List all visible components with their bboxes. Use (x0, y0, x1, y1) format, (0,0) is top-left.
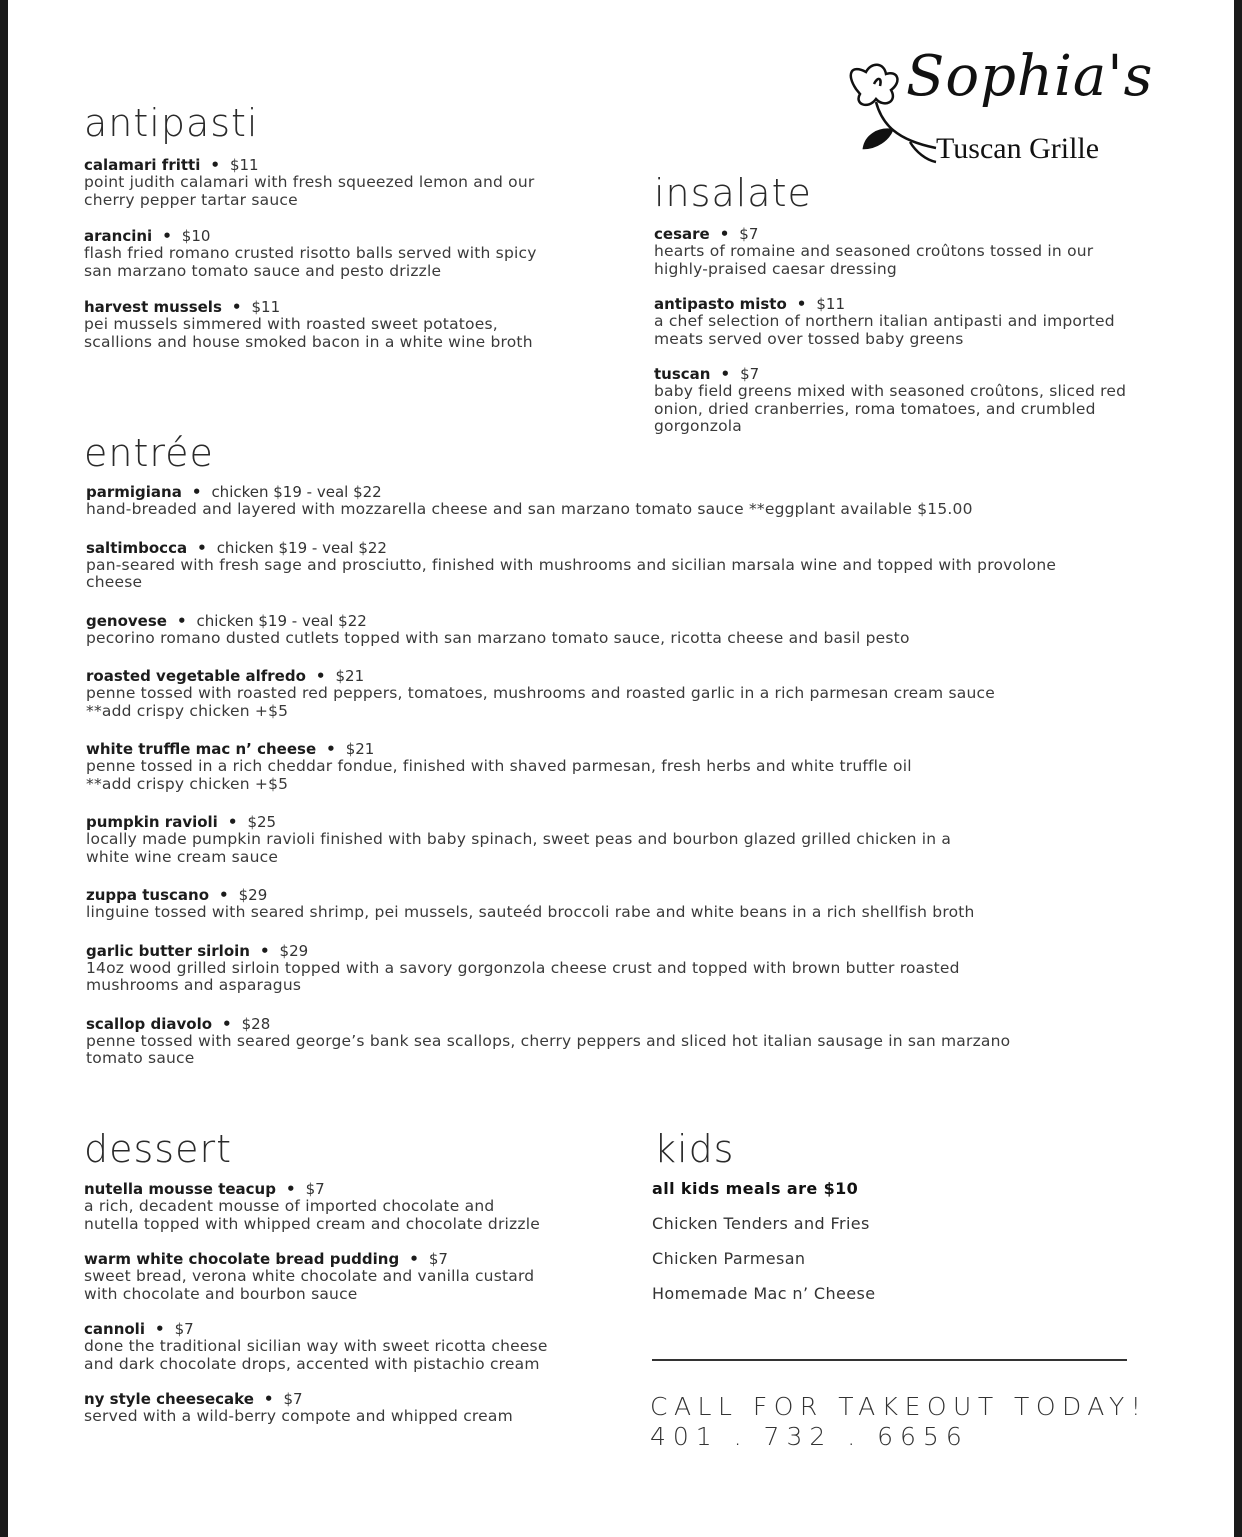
menu-item-header (86, 740, 1206, 758)
menu-item (86, 1015, 1206, 1068)
entree-list (86, 483, 1206, 1088)
menu-item-price: $21 (345, 740, 375, 758)
menu-item-name: ny style cheesecake (84, 1390, 254, 1408)
bullet-separator: • (210, 156, 220, 174)
bullet-separator: • (227, 813, 238, 831)
menu-item-description: penne tossed with roasted red peppers, tomatoes, mushrooms and roasted garlic in a rich parmesan cream sauce **add crispy chicken +$5 (86, 684, 995, 720)
dessert-list (84, 1180, 644, 1443)
restaurant-logo (836, 44, 1156, 170)
menu-page (8, 0, 1234, 1537)
menu-item-name: pumpkin ravioli (86, 813, 218, 831)
menu-item-price: $7 (739, 225, 759, 243)
bullet-separator: • (259, 941, 270, 960)
menu-item-price: $7 (305, 1180, 325, 1198)
menu-item-price: chicken $19 - veal $22 (211, 483, 382, 501)
bullet-separator: • (326, 740, 336, 758)
menu-item (86, 539, 1206, 592)
menu-item-price: chicken $19 - veal $22 (216, 538, 387, 557)
menu-item (86, 813, 1206, 866)
menu-item-description: pecorino romano dusted cutlets topped with san marzano tomato sauce, ricotta cheese and basil pesto (86, 628, 910, 647)
insalate-heading: insalate (654, 171, 812, 215)
menu-item-header (654, 365, 1214, 383)
logo-tagline: Tuscan Grille (936, 132, 1100, 165)
dessert-heading: dessert (84, 1127, 232, 1171)
menu-item-name: arancini (84, 227, 153, 245)
takeout-headline: CALL FOR TAKEOUT TODAY! (650, 1392, 1148, 1421)
menu-item-price: $7 (283, 1390, 303, 1408)
menu-item-name: scallop diavolo (86, 1014, 213, 1033)
menu-item-price: $7 (428, 1250, 448, 1268)
menu-item-name: zuppa tuscano (86, 886, 210, 904)
menu-item-description: 14oz wood grilled sirloin topped with a savory gorgonzola cheese crust and topped with brown butter roasted mushrooms and asparagus (86, 958, 960, 994)
menu-item-name: cesare (654, 225, 710, 243)
menu-item-name: genovese (86, 611, 167, 630)
menu-item-header (86, 483, 1206, 501)
menu-item-name: parmigiana (86, 483, 182, 501)
menu-item-price: $7 (740, 365, 760, 383)
menu-item-description: served with a wild-berry compote and whipped cream (84, 1407, 513, 1425)
menu-item-header (86, 667, 1206, 685)
menu-item-header (84, 1320, 644, 1338)
menu-item-name: roasted vegetable alfredo (86, 667, 306, 685)
bullet-separator: • (222, 1014, 232, 1033)
menu-item-description: done the traditional sicilian way with sweet ricotta cheese and dark chocolate drops, accented with pistachio cream (84, 1337, 548, 1373)
menu-item-header (86, 612, 1206, 630)
menu-item-price: $29 (238, 886, 268, 904)
menu-item-header (86, 539, 1206, 557)
menu-item-description: locally made pumpkin ravioli finished with baby spinach, sweet peas and bourbon glazed grilled chicken in a white wine cream sauce (86, 830, 952, 866)
menu-item-price: $25 (247, 813, 277, 831)
bullet-separator: • (231, 298, 242, 316)
menu-item-header (86, 813, 1206, 831)
menu-item (84, 1250, 644, 1303)
kids-heading: kids (654, 1127, 735, 1171)
menu-item (654, 295, 1214, 348)
menu-item-header (84, 1180, 644, 1198)
menu-item (84, 1390, 644, 1426)
bullet-separator: • (176, 611, 187, 630)
menu-item-header (654, 225, 1214, 243)
menu-item (654, 225, 1214, 278)
divider-line (652, 1359, 1127, 1361)
menu-item-price: $10 (181, 227, 211, 245)
menu-item (86, 483, 1206, 519)
menu-item-name: harvest mussels (84, 298, 222, 316)
menu-item-description: penne tossed in a rich cheddar fondue, finished with shaved parmesan, fresh herbs and white truffle oil **add crispy chicken +$5 (86, 757, 912, 793)
menu-item-description: point judith calamari with fresh squeezed lemon and our cherry pepper tartar sauce (84, 173, 535, 209)
menu-item-price: $11 (229, 156, 259, 174)
bullet-separator: • (719, 225, 730, 243)
menu-item-price: $29 (279, 941, 309, 960)
menu-item-header (84, 227, 644, 245)
menu-item (86, 740, 1206, 793)
antipasti-list (84, 156, 644, 369)
menu-item-name: calamari fritti (84, 156, 201, 174)
menu-item (84, 227, 644, 280)
bullet-separator: • (315, 667, 326, 685)
kids-item: Homemade Mac n’ Cheese (652, 1284, 876, 1303)
bullet-separator: • (154, 1320, 165, 1338)
menu-item-description: baby field greens mixed with seasoned croûtons, sliced red onion, dried cranberries, roma tomatoes, and crumbled gorgonzola (654, 382, 1127, 435)
bullet-separator: • (219, 886, 229, 904)
bullet-separator: • (162, 227, 172, 245)
menu-item-header (84, 1390, 644, 1408)
menu-item-description: a chef selection of northern italian antipasti and imported meats served over tossed baby greens (654, 312, 1115, 348)
menu-item-description: hand-breaded and layered with mozzarella cheese and san marzano tomato sauce **eggplant available $15.00 (86, 500, 973, 518)
menu-item-header (86, 1015, 1206, 1033)
menu-item (86, 886, 1206, 922)
menu-item (654, 365, 1214, 436)
menu-item-name: tuscan (654, 365, 711, 383)
kids-list (652, 1179, 1132, 1319)
menu-item-price: $11 (816, 295, 846, 313)
menu-item (84, 298, 644, 351)
entree-heading: entrée (84, 431, 214, 475)
menu-item-header (86, 886, 1206, 904)
menu-item-header (86, 942, 1206, 960)
menu-item (84, 1180, 644, 1233)
bullet-separator: • (197, 538, 207, 557)
menu-item-description: flash fried romano crusted risotto balls served with spicy san marzano tomato sauce and pesto drizzle (84, 244, 537, 280)
menu-item (86, 667, 1206, 720)
menu-item-name: cannoli (84, 1320, 145, 1338)
bullet-separator: • (285, 1180, 296, 1198)
menu-item-header (654, 295, 1214, 313)
menu-item (86, 942, 1206, 995)
menu-item-price: $11 (251, 298, 281, 316)
kids-item: Chicken Parmesan (652, 1249, 806, 1268)
menu-item-price: $21 (335, 667, 365, 685)
menu-item-description: sweet bread, verona white chocolate and vanilla custard with chocolate and bourbon sauce (84, 1267, 535, 1303)
takeout-call-to-action (650, 1392, 1147, 1452)
menu-item-header (84, 298, 644, 316)
kids-price-note: all kids meals are $10 (652, 1179, 859, 1198)
menu-item-name: garlic butter sirloin (86, 941, 250, 960)
kids-item: Chicken Tenders and Fries (652, 1214, 870, 1233)
menu-item-header (84, 1250, 644, 1268)
logo-script-name: Sophia's (906, 44, 1154, 109)
menu-item-description: pei mussels simmered with roasted sweet potatoes, scallions and house smoked bacon in a white wine broth (84, 315, 533, 351)
menu-item-description: pan-seared with fresh sage and prosciutto, finished with mushrooms and sicilian marsala wine and topped with provolone cheese (86, 555, 1057, 591)
menu-item-name: white truffle mac n’ cheese (86, 740, 317, 758)
bullet-separator: • (720, 365, 731, 383)
menu-item-description: a rich, decadent mousse of imported chocolate and nutella topped with whipped cream and chocolate drizzle (84, 1197, 540, 1233)
menu-item-header (84, 156, 644, 174)
antipasti-heading: antipasti (84, 101, 259, 145)
menu-item-name: nutella mousse teacup (84, 1180, 276, 1198)
menu-item-description: linguine tossed with seared shrimp, pei mussels, sauteéd broccoli rabe and white beans in a rich shellfish broth (86, 903, 975, 921)
bullet-separator: • (263, 1390, 274, 1408)
menu-item-name: antipasto misto (654, 295, 787, 313)
menu-item-description: hearts of romaine and seasoned croûtons tossed in our highly-praised caesar dressing (654, 242, 1094, 278)
menu-item (86, 612, 1206, 648)
bullet-separator: • (191, 483, 202, 501)
menu-item-price: $28 (241, 1014, 271, 1033)
menu-item-price: chicken $19 - veal $22 (196, 611, 367, 630)
insalate-list (654, 225, 1214, 453)
menu-item (84, 156, 644, 209)
menu-item-name: saltimbocca (86, 538, 188, 557)
menu-item-description: penne tossed with seared george’s bank sea scallops, cherry peppers and sliced hot italian sausage in san marzano tomato sauce (86, 1031, 1011, 1067)
bullet-separator: • (796, 295, 807, 313)
phone-number[interactable]: 401 . 732 . 6656 (650, 1422, 969, 1451)
menu-item (84, 1320, 644, 1373)
menu-item-price: $7 (174, 1320, 194, 1338)
menu-item-name: warm white chocolate bread pudding (84, 1250, 400, 1268)
bullet-separator: • (409, 1250, 419, 1268)
